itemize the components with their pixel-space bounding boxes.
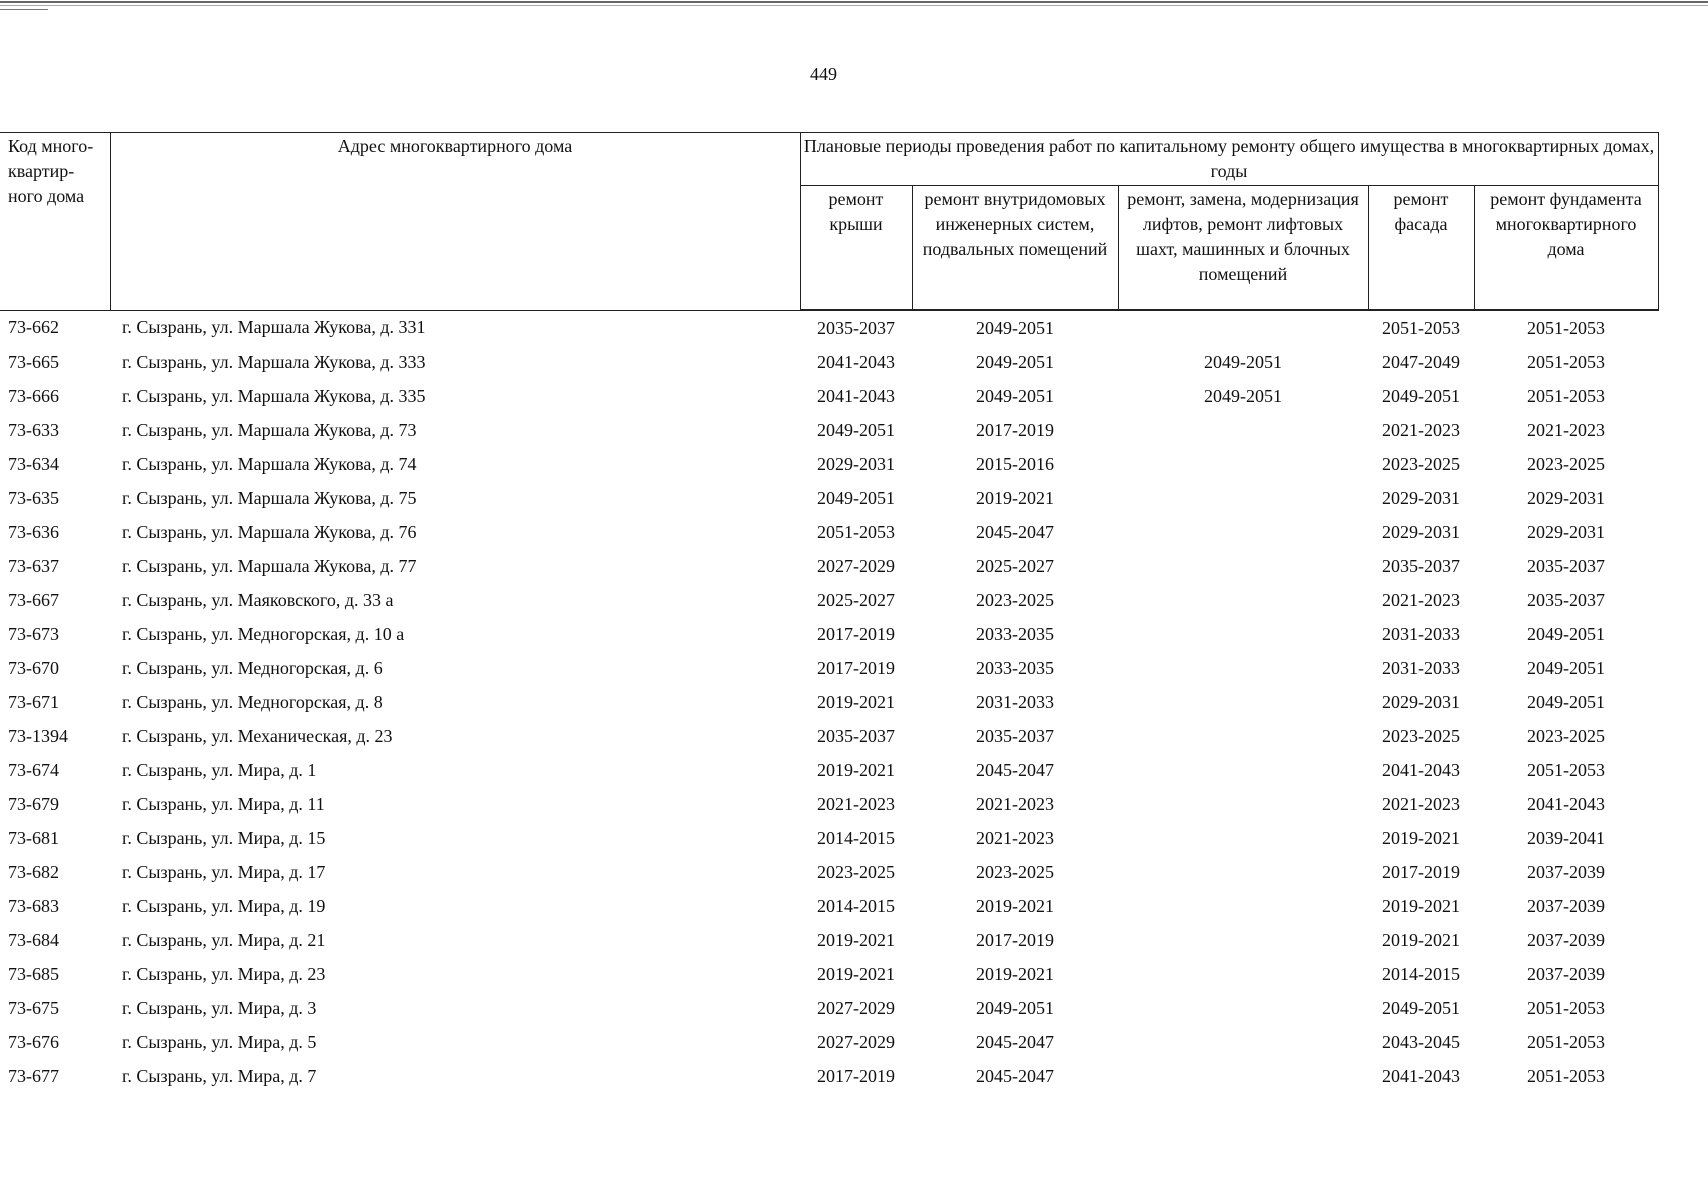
cell-facade-period: 2041-2043: [1382, 1065, 1460, 1086]
cell-lifts-period: [1118, 923, 1368, 957]
cell-engineering-period: 2033-2035: [976, 657, 1054, 678]
header-foundation-repair: ремонт фундамента многоквартирного дома: [1474, 186, 1658, 311]
cell-address: г. Сызрань, ул. Механическая, д. 23: [122, 725, 393, 746]
cell-address: г. Сызрань, ул. Мира, д. 17: [122, 861, 326, 882]
table-row: [0, 515, 1658, 549]
cell-building-code: 73-666: [8, 385, 59, 406]
cell-facade-period: 2014-2015: [1382, 963, 1460, 984]
header-engineering-systems-repair: ремонт внутридомовых инженерных систем, подвальных помещений: [912, 186, 1118, 311]
cell-building-code: 73-667: [8, 589, 59, 610]
cell-building-code: 73-681: [8, 827, 59, 848]
cell-lifts-period: [1118, 821, 1368, 855]
cell-lifts-period: [1118, 481, 1368, 515]
cell-engineering-period: 2021-2023: [976, 827, 1054, 848]
table-row: [0, 447, 1658, 481]
cell-foundation-period: 2051-2053: [1527, 759, 1605, 780]
table-row: [0, 889, 1658, 923]
cell-roof-period: 2051-2053: [817, 521, 895, 542]
cell-lifts-period: [1118, 617, 1368, 651]
cell-roof-period: 2029-2031: [817, 453, 895, 474]
cell-foundation-period: 2051-2053: [1527, 1031, 1605, 1052]
cell-foundation-period: 2037-2039: [1527, 963, 1605, 984]
cell-engineering-period: 2035-2037: [976, 725, 1054, 746]
page-number: 449: [810, 64, 837, 84]
cell-engineering-period: 2023-2025: [976, 861, 1054, 882]
cell-building-code: 73-675: [8, 997, 59, 1018]
cell-engineering-period: 2049-2051: [976, 317, 1054, 338]
cell-roof-period: 2027-2029: [817, 555, 895, 576]
header-address: Адрес многоквартирного дома: [110, 133, 800, 311]
cell-facade-period: 2049-2051: [1382, 385, 1460, 406]
top-scan-rule-secondary: [0, 5, 1708, 6]
cell-facade-period: 2023-2025: [1382, 725, 1460, 746]
cell-lifts-period: [1118, 515, 1368, 549]
capital-repair-schedule-table: [0, 132, 1659, 1093]
cell-foundation-period: 2039-2041: [1527, 827, 1605, 848]
table-row: [0, 855, 1658, 889]
cell-engineering-period: 2045-2047: [976, 759, 1054, 780]
cell-roof-period: 2035-2037: [817, 317, 895, 338]
table-row: [0, 923, 1658, 957]
cell-lifts-period: [1118, 787, 1368, 821]
cell-lifts-period: [1118, 957, 1368, 991]
cell-engineering-period: 2045-2047: [976, 1065, 1054, 1086]
cell-facade-period: 2043-2045: [1382, 1031, 1460, 1052]
cell-foundation-period: 2051-2053: [1527, 997, 1605, 1018]
cell-foundation-period: 2051-2053: [1527, 1065, 1605, 1086]
cell-engineering-period: 2049-2051: [976, 351, 1054, 372]
cell-foundation-period: 2049-2051: [1527, 691, 1605, 712]
cell-building-code: 73-634: [8, 453, 59, 474]
cell-roof-period: 2023-2025: [817, 861, 895, 882]
table-row: [0, 617, 1658, 651]
cell-facade-period: 2019-2021: [1382, 929, 1460, 950]
cell-roof-period: 2041-2043: [817, 351, 895, 372]
cell-lifts-period: [1118, 583, 1368, 617]
cell-engineering-period: 2031-2033: [976, 691, 1054, 712]
cell-foundation-period: 2037-2039: [1527, 861, 1605, 882]
cell-roof-period: 2035-2037: [817, 725, 895, 746]
cell-foundation-period: 2035-2037: [1527, 555, 1605, 576]
cell-lifts-period: [1118, 685, 1368, 719]
cell-address: г. Сызрань, ул. Маршала Жукова, д. 77: [122, 555, 417, 576]
cell-address: г. Сызрань, ул. Маршала Жукова, д. 335: [122, 385, 426, 406]
cell-building-code: 73-662: [8, 317, 59, 338]
table-row: [0, 1025, 1658, 1059]
cell-lifts-period: [1118, 753, 1368, 787]
cell-facade-period: 2035-2037: [1382, 555, 1460, 576]
table-row: [0, 719, 1658, 753]
cell-facade-period: 2031-2033: [1382, 657, 1460, 678]
cell-lifts-period: [1118, 1059, 1368, 1093]
cell-building-code: 73-670: [8, 657, 59, 678]
cell-engineering-period: 2033-2035: [976, 623, 1054, 644]
cell-lifts-period: [1118, 413, 1368, 447]
cell-address: г. Сызрань, ул. Маршала Жукова, д. 73: [122, 419, 417, 440]
cell-building-code: 73-683: [8, 895, 59, 916]
cell-engineering-period: 2025-2027: [976, 555, 1054, 576]
cell-foundation-period: 2051-2053: [1527, 317, 1605, 338]
cell-address: г. Сызрань, ул. Маршала Жукова, д. 75: [122, 487, 417, 508]
table-row: [0, 379, 1658, 413]
cell-building-code: 73-673: [8, 623, 59, 644]
header-roof-repair: ремонт крыши: [800, 186, 912, 311]
cell-foundation-period: 2037-2039: [1527, 929, 1605, 950]
cell-facade-period: 2029-2031: [1382, 691, 1460, 712]
cell-engineering-period: 2045-2047: [976, 521, 1054, 542]
table-row: [0, 957, 1658, 991]
table-header: [0, 133, 1658, 311]
cell-building-code: 73-633: [8, 419, 59, 440]
cell-building-code: 73-674: [8, 759, 59, 780]
table-row: [0, 753, 1658, 787]
cell-facade-period: 2041-2043: [1382, 759, 1460, 780]
cell-address: г. Сызрань, ул. Маршала Жукова, д. 333: [122, 351, 426, 372]
cell-building-code: 73-636: [8, 521, 59, 542]
cell-engineering-period: 2045-2047: [976, 1031, 1054, 1052]
cell-building-code: 73-684: [8, 929, 59, 950]
header-lifts-repair: ремонт, замена, модернизация лифтов, ремонт лифтовых шахт, машинных и блочных помещений: [1118, 186, 1368, 311]
top-scan-rule-short: [0, 9, 48, 10]
cell-building-code: 73-676: [8, 1031, 59, 1052]
top-scan-rule: [0, 1, 1708, 3]
cell-engineering-period: 2019-2021: [976, 487, 1054, 508]
cell-building-code: 73-637: [8, 555, 59, 576]
cell-address: г. Сызрань, ул. Мира, д. 11: [122, 793, 325, 814]
cell-lifts-period: [1118, 889, 1368, 923]
cell-roof-period: 2025-2027: [817, 589, 895, 610]
cell-facade-period: 2021-2023: [1382, 793, 1460, 814]
cell-foundation-period: 2029-2031: [1527, 487, 1605, 508]
cell-facade-period: 2047-2049: [1382, 351, 1460, 372]
cell-building-code: 73-671: [8, 691, 59, 712]
cell-lifts-period: [1118, 1025, 1368, 1059]
table-row: [0, 651, 1658, 685]
cell-roof-period: 2041-2043: [817, 385, 895, 406]
cell-lifts-period: 2049-2051: [1204, 385, 1282, 406]
cell-engineering-period: 2019-2021: [976, 895, 1054, 916]
cell-lifts-period: [1118, 447, 1368, 481]
cell-address: г. Сызрань, ул. Мира, д. 21: [122, 929, 326, 950]
cell-engineering-period: 2017-2019: [976, 419, 1054, 440]
cell-address: г. Сызрань, ул. Мира, д. 7: [122, 1065, 317, 1086]
cell-foundation-period: 2037-2039: [1527, 895, 1605, 916]
cell-roof-period: 2019-2021: [817, 963, 895, 984]
cell-lifts-period: [1118, 991, 1368, 1025]
cell-roof-period: 2019-2021: [817, 929, 895, 950]
cell-roof-period: 2049-2051: [817, 419, 895, 440]
cell-roof-period: 2017-2019: [817, 623, 895, 644]
cell-lifts-period: [1118, 719, 1368, 753]
cell-facade-period: 2051-2053: [1382, 317, 1460, 338]
cell-engineering-period: 2023-2025: [976, 589, 1054, 610]
cell-building-code: 73-685: [8, 963, 59, 984]
cell-foundation-period: 2021-2023: [1527, 419, 1605, 440]
cell-address: г. Сызрань, ул. Мира, д. 15: [122, 827, 326, 848]
cell-roof-period: 2017-2019: [817, 1065, 895, 1086]
table-row: [0, 821, 1658, 855]
cell-building-code: 73-682: [8, 861, 59, 882]
cell-address: г. Сызрань, ул. Медногорская, д. 10 а: [122, 623, 405, 644]
cell-foundation-period: 2049-2051: [1527, 657, 1605, 678]
cell-engineering-period: 2049-2051: [976, 385, 1054, 406]
cell-address: г. Сызрань, ул. Мира, д. 23: [122, 963, 326, 984]
table-row: [0, 1059, 1658, 1093]
cell-address: г. Сызрань, ул. Мира, д. 3: [122, 997, 317, 1018]
cell-foundation-period: 2051-2053: [1527, 385, 1605, 406]
cell-lifts-period: 2049-2051: [1204, 351, 1282, 372]
cell-address: г. Сызрань, ул. Маяковского, д. 33 а: [122, 589, 394, 610]
cell-facade-period: 2049-2051: [1382, 997, 1460, 1018]
cell-roof-period: 2027-2029: [817, 997, 895, 1018]
cell-building-code: 73-679: [8, 793, 59, 814]
cell-address: г. Сызрань, ул. Медногорская, д. 8: [122, 691, 383, 712]
cell-address: г. Сызрань, ул. Маршала Жукова, д. 76: [122, 521, 417, 542]
table-row: [0, 549, 1658, 583]
cell-roof-period: 2014-2015: [817, 827, 895, 848]
cell-address: г. Сызрань, ул. Мира, д. 1: [122, 759, 317, 780]
cell-address: г. Сызрань, ул. Маршала Жукова, д. 74: [122, 453, 417, 474]
cell-lifts-period: [1118, 310, 1368, 345]
cell-roof-period: 2019-2021: [817, 759, 895, 780]
table-row: [0, 413, 1658, 447]
cell-building-code: 73-677: [8, 1065, 59, 1086]
cell-facade-period: 2019-2021: [1382, 827, 1460, 848]
cell-foundation-period: 2023-2025: [1527, 725, 1605, 746]
cell-facade-period: 2021-2023: [1382, 589, 1460, 610]
header-planned-periods: Плановые периоды проведения работ по капитальному ремонту общего имущества в многоквартирных домах, годы: [800, 133, 1658, 186]
cell-lifts-period: [1118, 855, 1368, 889]
cell-foundation-period: 2051-2053: [1527, 351, 1605, 372]
cell-facade-period: 2021-2023: [1382, 419, 1460, 440]
cell-building-code: 73-635: [8, 487, 59, 508]
table-row: [0, 685, 1658, 719]
table-row: [0, 991, 1658, 1025]
cell-facade-period: 2029-2031: [1382, 521, 1460, 542]
cell-address: г. Сызрань, ул. Мира, д. 19: [122, 895, 326, 916]
cell-facade-period: 2029-2031: [1382, 487, 1460, 508]
cell-lifts-period: [1118, 651, 1368, 685]
cell-roof-period: 2017-2019: [817, 657, 895, 678]
cell-roof-period: 2014-2015: [817, 895, 895, 916]
cell-facade-period: 2023-2025: [1382, 453, 1460, 474]
header-facade-repair: ремонт фасада: [1368, 186, 1474, 311]
table-row: [0, 345, 1658, 379]
table-row: [0, 310, 1658, 345]
table-row: [0, 583, 1658, 617]
table-row: [0, 481, 1658, 515]
cell-building-code: 73-1394: [8, 725, 68, 746]
cell-foundation-period: 2049-2051: [1527, 623, 1605, 644]
cell-address: г. Сызрань, ул. Маршала Жукова, д. 331: [122, 317, 426, 338]
cell-foundation-period: 2023-2025: [1527, 453, 1605, 474]
cell-roof-period: 2027-2029: [817, 1031, 895, 1052]
table-row: [0, 787, 1658, 821]
cell-lifts-period: [1118, 549, 1368, 583]
cell-engineering-period: 2015-2016: [976, 453, 1054, 474]
cell-foundation-period: 2041-2043: [1527, 793, 1605, 814]
cell-roof-period: 2021-2023: [817, 793, 895, 814]
cell-address: г. Сызрань, ул. Мира, д. 5: [122, 1031, 317, 1052]
cell-engineering-period: 2049-2051: [976, 997, 1054, 1018]
cell-foundation-period: 2029-2031: [1527, 521, 1605, 542]
cell-facade-period: 2019-2021: [1382, 895, 1460, 916]
cell-address: г. Сызрань, ул. Медногорская, д. 6: [122, 657, 383, 678]
cell-facade-period: 2031-2033: [1382, 623, 1460, 644]
cell-facade-period: 2017-2019: [1382, 861, 1460, 882]
table-body: [0, 310, 1658, 1093]
cell-engineering-period: 2019-2021: [976, 963, 1054, 984]
cell-engineering-period: 2017-2019: [976, 929, 1054, 950]
cell-building-code: 73-665: [8, 351, 59, 372]
header-building-code: Код много-квартир-ного дома: [0, 133, 110, 311]
cell-engineering-period: 2021-2023: [976, 793, 1054, 814]
cell-roof-period: 2019-2021: [817, 691, 895, 712]
cell-foundation-period: 2035-2037: [1527, 589, 1605, 610]
cell-roof-period: 2049-2051: [817, 487, 895, 508]
